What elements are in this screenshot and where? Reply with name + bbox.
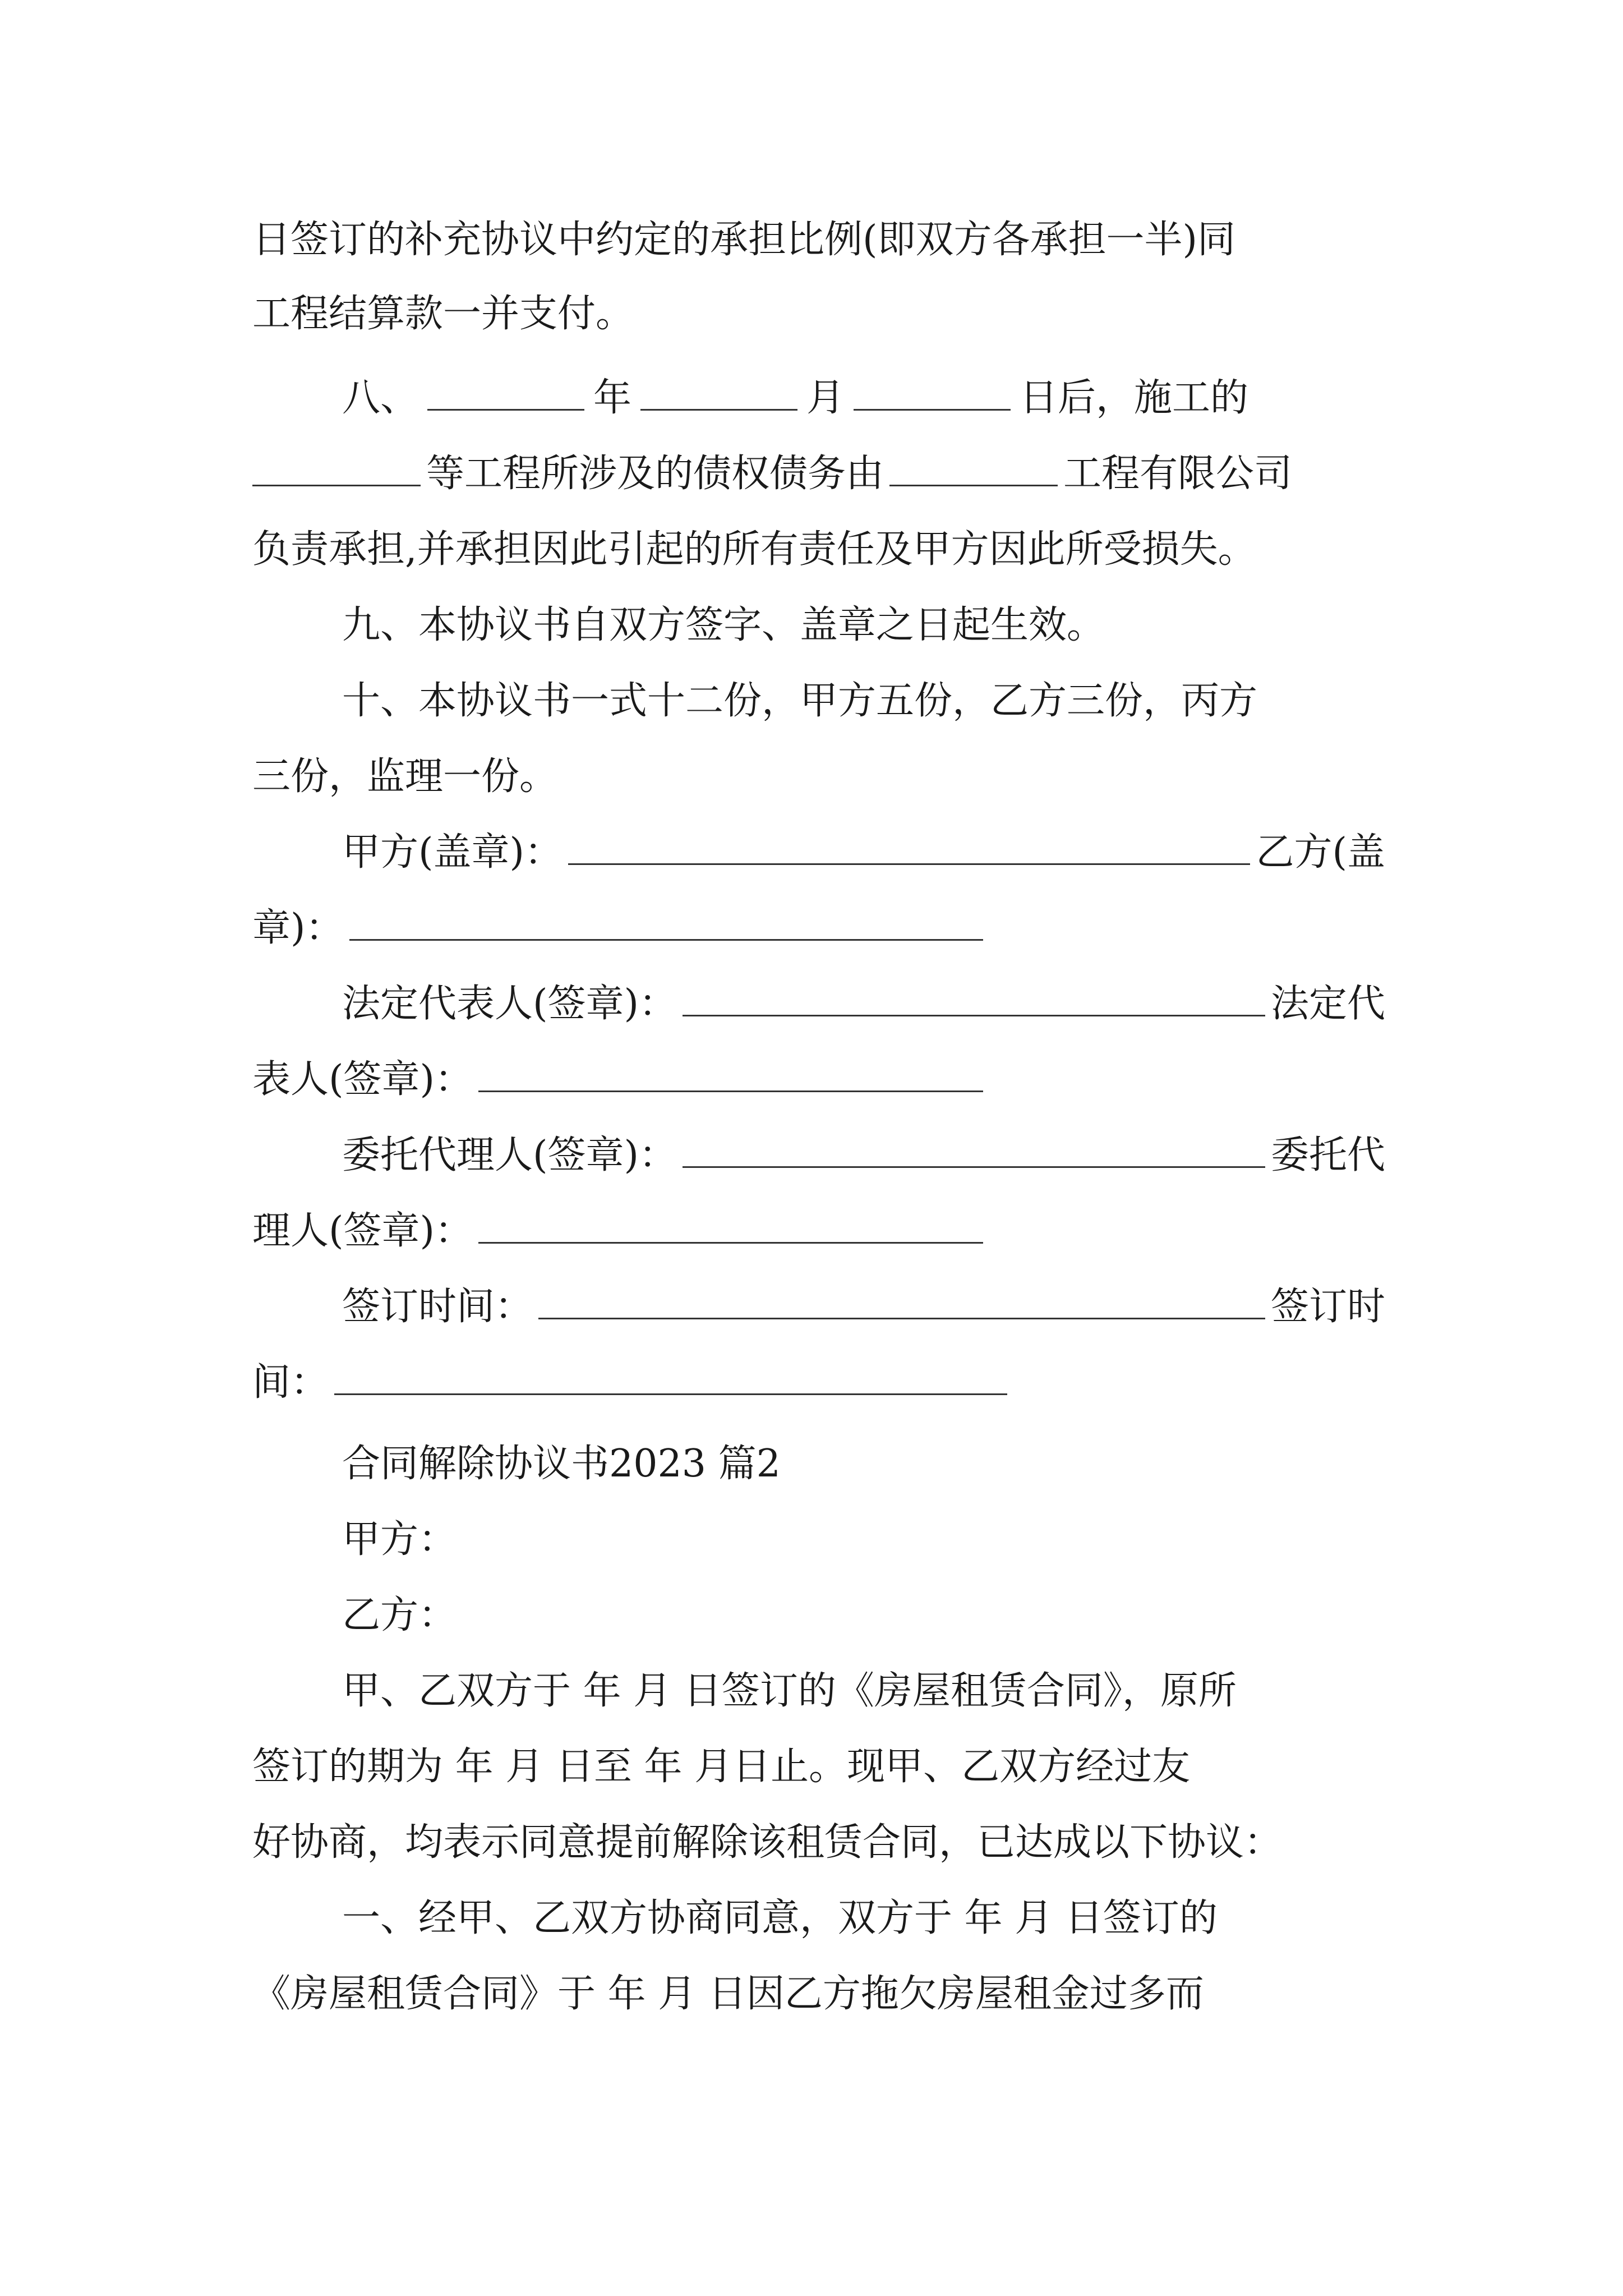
clause-number: 八、: [342, 376, 419, 420]
day-label: 日后，施工的: [1020, 376, 1249, 420]
text-line: 签订的期为 年 月 日至 年 月日止。现甲、乙双方经过友: [252, 1745, 1191, 1789]
project-blank: [252, 450, 421, 486]
party-a-seal-label: 甲方(盖章)：: [342, 830, 563, 875]
text-line: 甲、乙双方于 年 月 日签订的《房屋租赁合同》，原所: [342, 1669, 1237, 1713]
clause-text: 等工程所涉及的债权债务由: [426, 452, 884, 496]
signature-party-b: [252, 900, 983, 956]
clause-8-line-2: [252, 446, 1292, 502]
agent-label: 委托代: [1270, 1133, 1385, 1177]
month-blank: [640, 374, 797, 411]
party-a-seal-blank: [568, 829, 1250, 865]
legal-rep-label: 法定代: [1270, 982, 1385, 1026]
clause-9: 九、本协议书自双方签字、盖章之日起生效。: [342, 603, 1105, 647]
signature-agent-2: [252, 1203, 983, 1259]
text-line: 负责承担,并承担因此引起的所有责任及甲方因此所受损失。: [252, 527, 1256, 572]
year-label: 年: [593, 376, 632, 420]
legal-rep-label: 法定代表人(签章)：: [342, 982, 677, 1026]
clause-10-line-1: 十、本协议书一式十二份，甲方五份，乙方三份，丙方: [342, 679, 1258, 723]
sign-date-label: 签订时: [1270, 1285, 1385, 1329]
clause-text: 工程有限公司: [1063, 452, 1293, 496]
clause-10-line-2: 三份，监理一份。: [252, 754, 558, 799]
legal-rep-label: 表人(签章)：: [252, 1057, 473, 1102]
signature-agent: [342, 1128, 1385, 1184]
day-blank: [854, 374, 1011, 411]
text-line: 工程结算款一并支付。: [252, 292, 634, 336]
section-title: 合同解除协议书2023 篇2: [342, 1442, 781, 1486]
text-line: 一、经甲、乙双方协商同意，双方于 年 月 日签订的: [342, 1896, 1218, 1940]
sign-date-blank: [334, 1359, 1007, 1395]
legal-rep-blank: [478, 1056, 983, 1092]
party-b-seal-label: 章)：: [252, 906, 344, 950]
legal-rep-blank: [683, 980, 1265, 1016]
party-a-label: 甲方：: [342, 1517, 457, 1562]
party-b-seal-blank: [349, 904, 983, 941]
party-b-seal-label: 乙方(盖: [1256, 830, 1385, 875]
company-blank: [889, 450, 1058, 486]
signature-legal-rep-2: [252, 1052, 983, 1108]
clause-8-line-1: [342, 370, 1248, 426]
signature-party-a: [342, 825, 1385, 881]
signature-legal-rep: [342, 976, 1385, 1032]
party-b-label: 乙方：: [342, 1593, 457, 1637]
sign-date-blank: [538, 1283, 1265, 1319]
text-line: 日签订的补充协议中约定的承担比例(即双方各承担一半)同: [252, 218, 1236, 262]
agent-label: 委托代理人(签章)：: [342, 1133, 677, 1177]
month-label: 月: [806, 376, 845, 420]
signature-date-2: [252, 1355, 1007, 1411]
agent-blank: [478, 1207, 983, 1244]
agent-blank: [683, 1131, 1265, 1168]
sign-date-label: 间：: [252, 1360, 329, 1405]
signature-date: [342, 1279, 1385, 1335]
text-line: 好协商，均表示同意提前解除该租赁合同，已达成以下协议：: [252, 1820, 1283, 1865]
agent-label: 理人(签章)：: [252, 1209, 473, 1253]
sign-date-label: 签订时间：: [342, 1285, 533, 1329]
year-blank: [427, 374, 584, 411]
text-line: 《房屋租赁合同》于 年 月 日因乙方拖欠房屋租金过多而: [252, 1972, 1204, 2016]
